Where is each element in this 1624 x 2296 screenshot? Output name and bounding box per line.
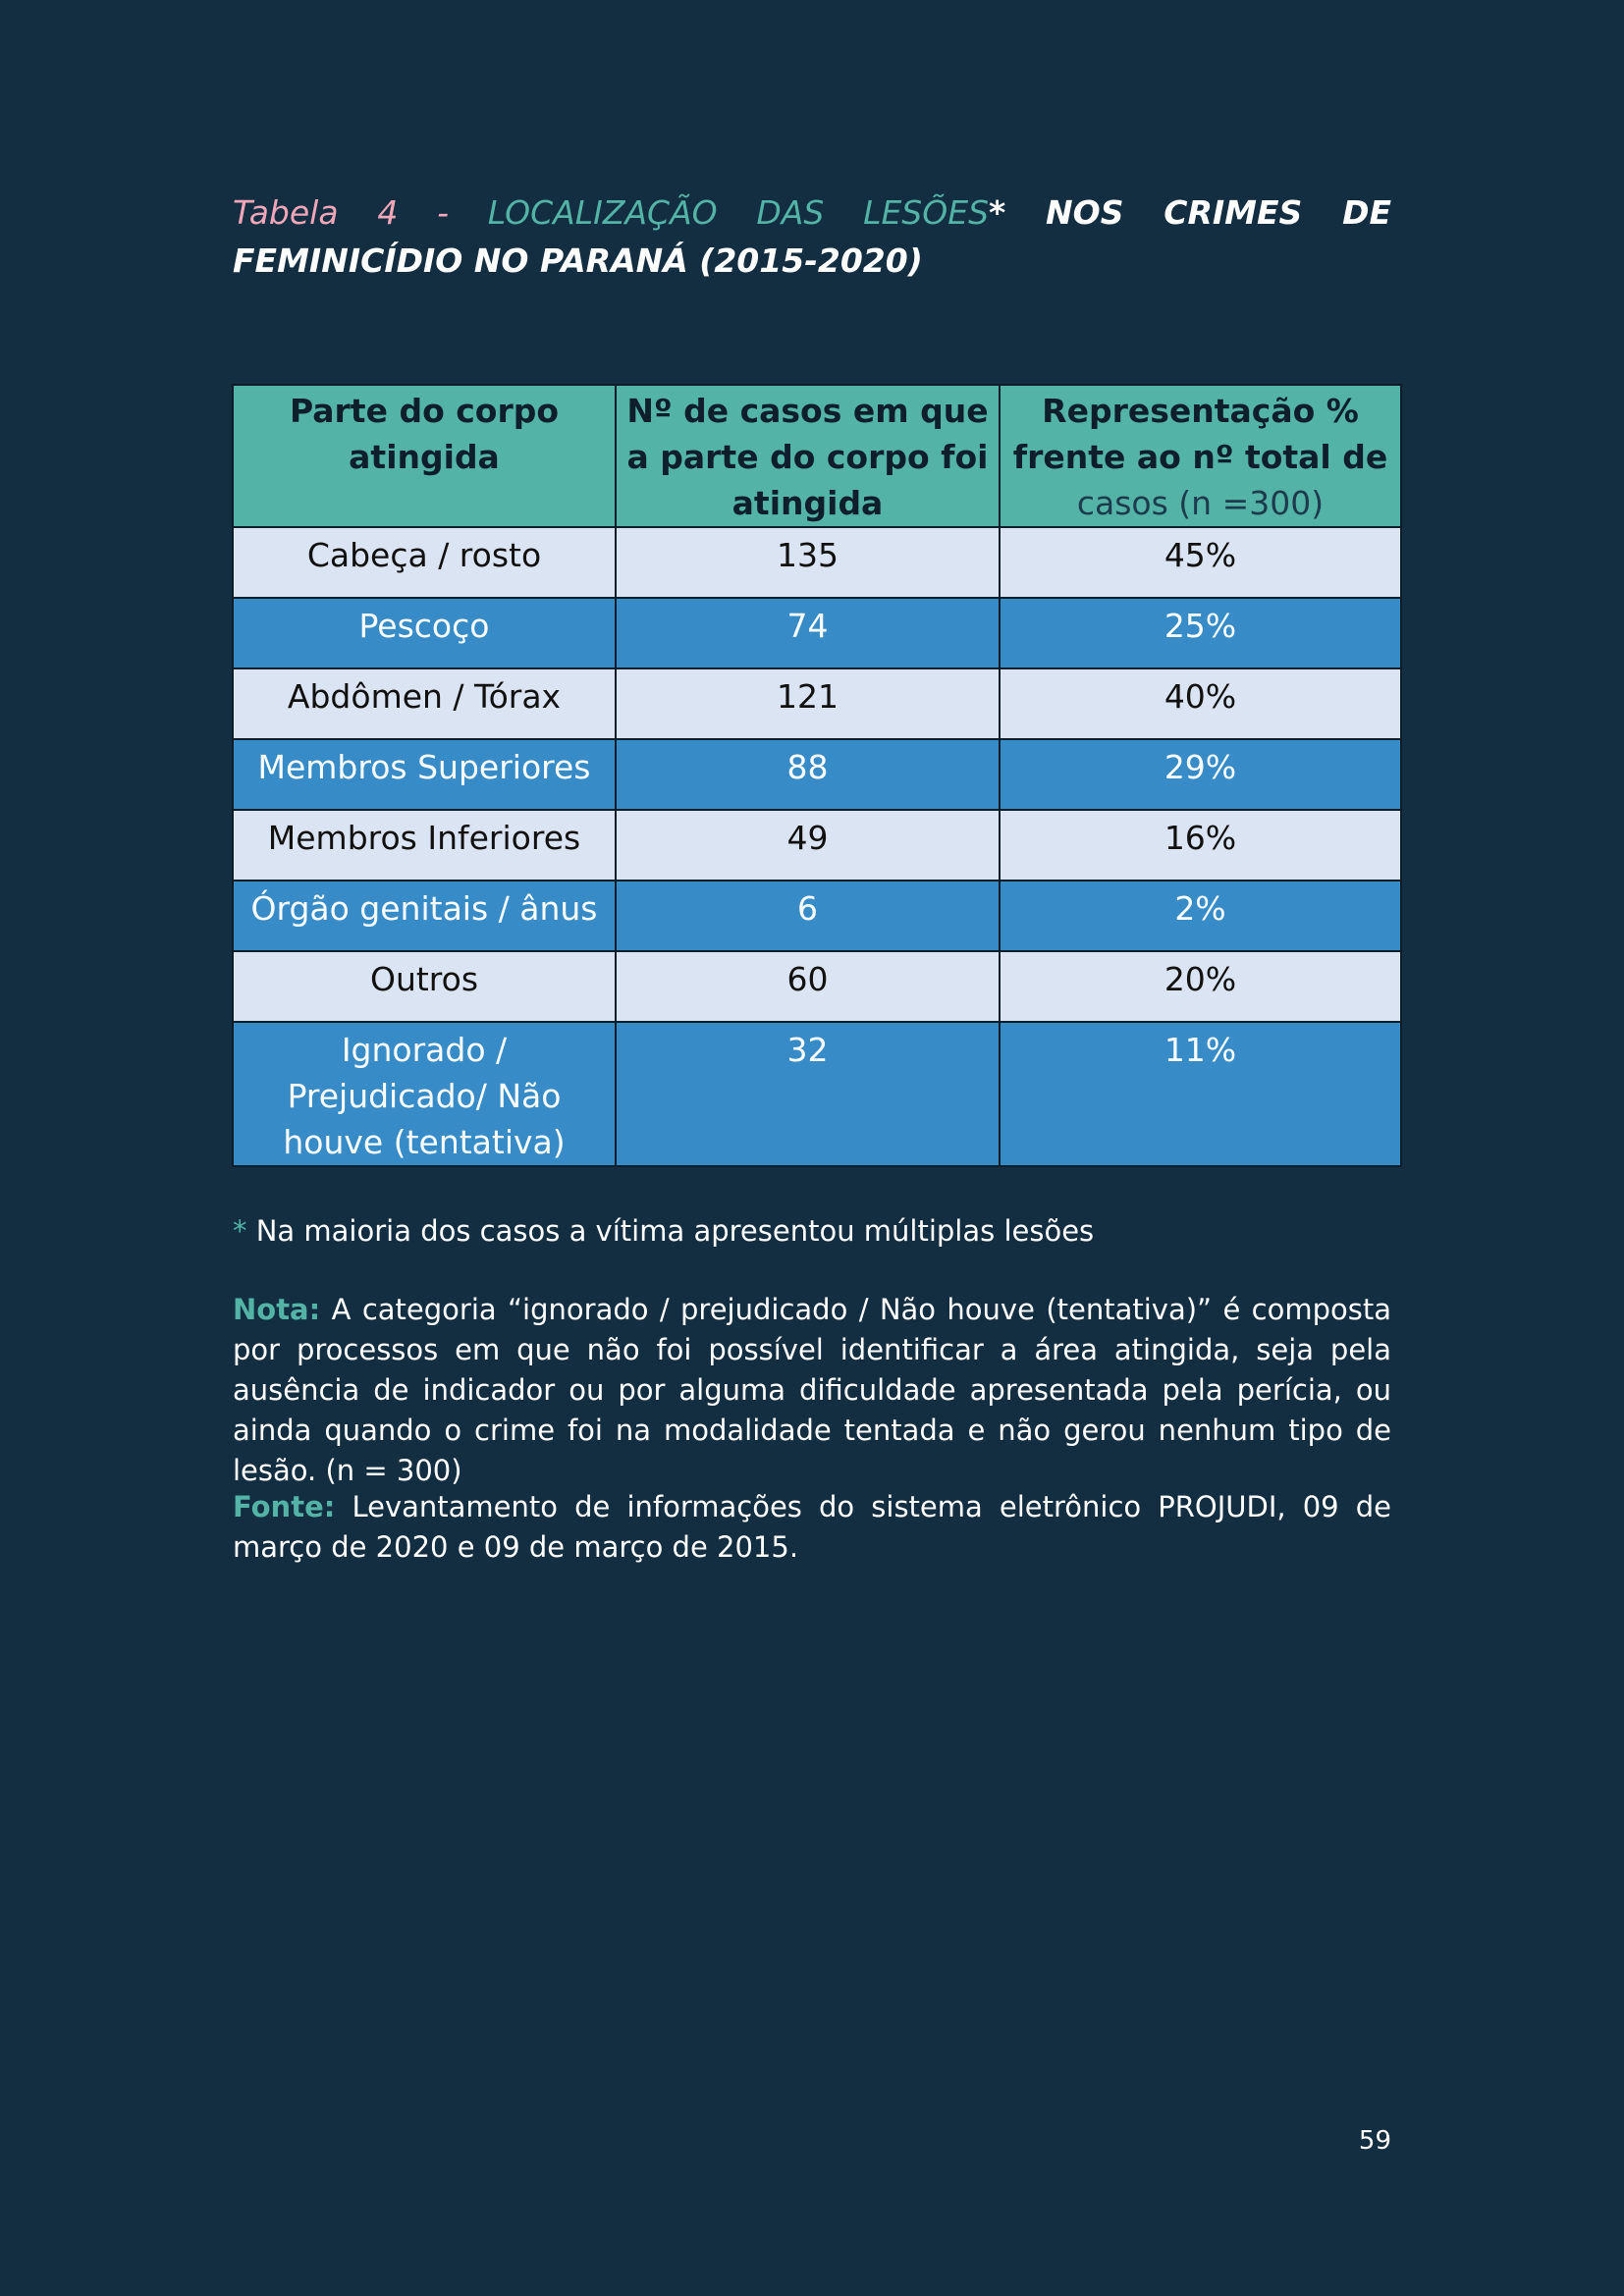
table-row xyxy=(233,739,1401,810)
cell-case-count: 60 xyxy=(616,951,1000,1022)
cell-body-part: Abdômen / Tórax xyxy=(233,668,616,739)
cell-case-count: 88 xyxy=(616,739,1000,810)
table-title-label: Tabela 4 xyxy=(233,193,399,232)
table-row xyxy=(233,527,1401,598)
cell-body-part: Cabeça / rosto xyxy=(233,527,616,598)
cell-body-part: Pescoço xyxy=(233,598,616,668)
header-percentage-tail: casos (n =300) xyxy=(1076,484,1325,522)
table-row xyxy=(233,598,1401,668)
header-body-part: Parte do corpo atingida xyxy=(233,385,616,527)
cell-body-part: Outros xyxy=(233,951,616,1022)
table-header-row xyxy=(233,385,1401,527)
table-body xyxy=(233,527,1401,1166)
note-text: A categoria “ignorado / prejudicado / Não houve (tentativa)” é composta por processos em que não foi possível identificar a área atingida, seja pela ausência de indicador ou por alguma dificuldade apresentada pela perícia, ou ainda quando o crime foi na modalidade tentada e não gerou nenhum tipo de lesão. (n = 300) xyxy=(233,1293,1391,1487)
cell-body-part: Membros Inferiores xyxy=(233,810,616,881)
note-paragraph xyxy=(233,1290,1391,1491)
cell-case-count: 121 xyxy=(616,668,1000,739)
cell-body-part: Órgão genitais / ânus xyxy=(233,881,616,951)
table-title xyxy=(233,188,1391,285)
cell-percentage: 45% xyxy=(1000,527,1401,598)
table-row xyxy=(233,881,1401,951)
source-paragraph xyxy=(233,1487,1391,1568)
footnote-text: Na maioria dos casos a vítima apresentou múltiplas lesões xyxy=(246,1214,1095,1248)
cell-case-count: 32 xyxy=(616,1022,1000,1166)
table-row xyxy=(233,810,1401,881)
page-number: 59 xyxy=(1358,2126,1391,2156)
source-text: Levantamento de informações do sistema eletrônico PROJUDI, 09 de março de 2020 e 09 de março de 2015. xyxy=(233,1490,1391,1564)
table-title-rest: * NOS CRIMES DE FEMINICÍDIO NO PARANÁ (2015-2020) xyxy=(233,193,1391,280)
header-case-count: Nº de casos em que a parte do corpo foi atingida xyxy=(616,385,1000,527)
cell-case-count: 6 xyxy=(616,881,1000,951)
cell-body-part: Membros Superiores xyxy=(233,739,616,810)
cell-percentage: 29% xyxy=(1000,739,1401,810)
table-title-highlight: LOCALIZAÇÃO DAS LESÕES xyxy=(487,193,990,232)
cell-body-part: Ignorado / Prejudicado/ Não houve (tentativa) xyxy=(233,1022,616,1166)
cell-percentage: 11% xyxy=(1000,1022,1401,1166)
cell-percentage: 25% xyxy=(1000,598,1401,668)
header-percentage-main: Representação % frente ao nº total de xyxy=(1012,392,1388,476)
header-percentage xyxy=(1000,385,1401,527)
footnote xyxy=(233,1211,1391,1252)
cell-percentage: 40% xyxy=(1000,668,1401,739)
cell-percentage: 20% xyxy=(1000,951,1401,1022)
table-row xyxy=(233,1022,1401,1166)
table-title-separator: - xyxy=(398,193,488,232)
cell-percentage: 16% xyxy=(1000,810,1401,881)
cell-case-count: 74 xyxy=(616,598,1000,668)
table-row xyxy=(233,668,1401,739)
source-label: Fonte: xyxy=(233,1490,336,1523)
cell-case-count: 135 xyxy=(616,527,1000,598)
note-label: Nota: xyxy=(233,1293,321,1326)
table-header xyxy=(233,385,1401,527)
cell-percentage: 2% xyxy=(1000,881,1401,951)
footnote-marker: * xyxy=(233,1214,247,1248)
table-row xyxy=(233,951,1401,1022)
injury-location-table xyxy=(232,384,1402,1167)
cell-case-count: 49 xyxy=(616,810,1000,881)
